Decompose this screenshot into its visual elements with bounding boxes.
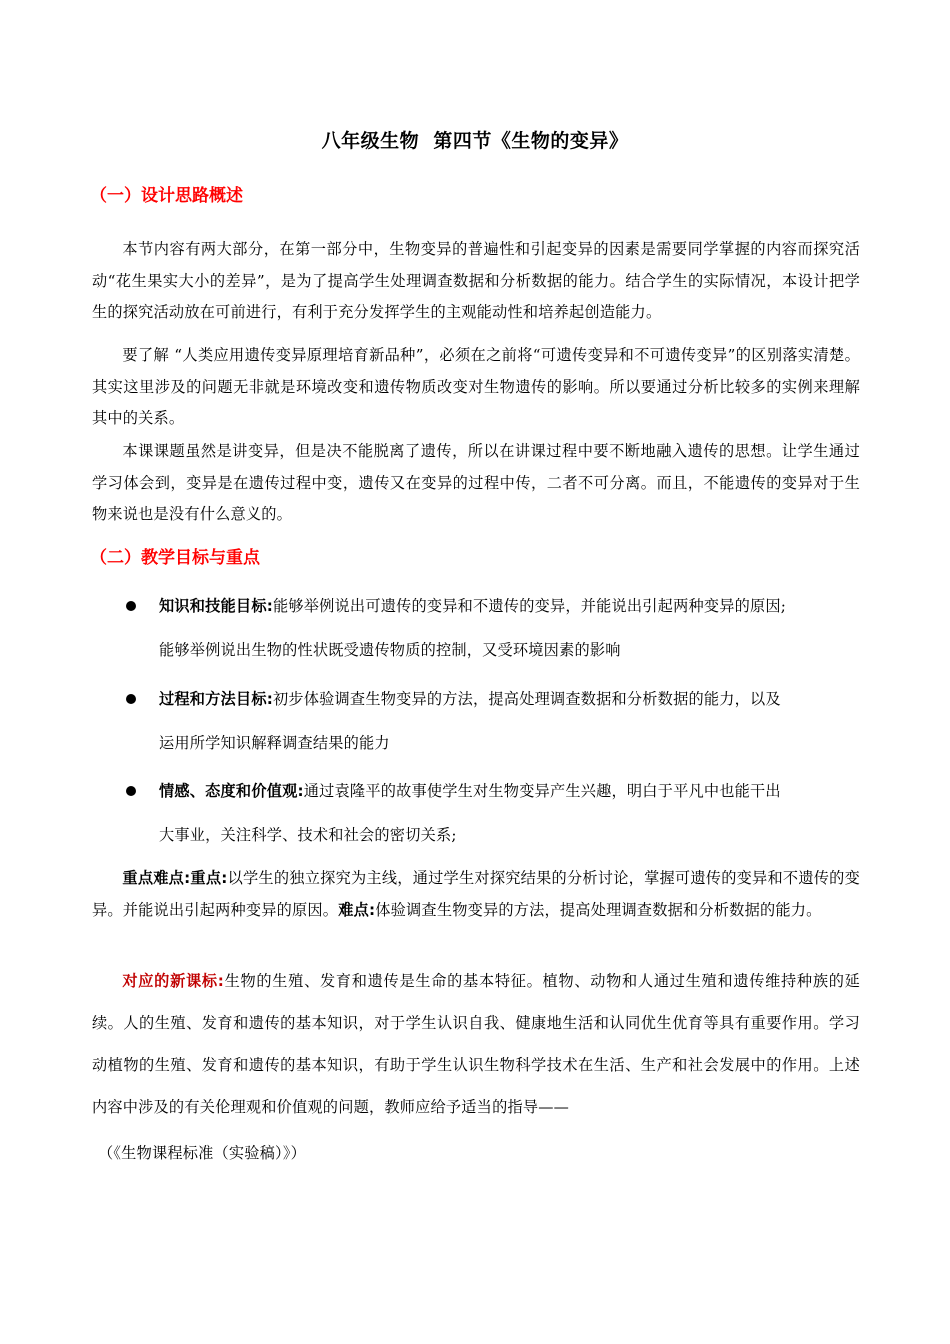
goal-emotion-label: 情感、态度和价值观: [159,782,304,800]
goal-knowledge-label: 知识和技能目标: [159,597,273,615]
goal-knowledge-continuation: 能够举例说出生物的性状既受遗传物质的控制，又受环境因素的影响 [159,641,621,659]
goal-emotion [122,769,862,813]
section1-heading: （一）设计思路概述 [90,186,243,206]
goal-process [122,677,862,721]
bullet-dot-icon [126,601,136,611]
section1-paragraph-2: 要了解 “人类应用遗传变异原理培育新品种”，必须在之前将“可遗传变异和不可遗传变异”的区别落实清楚。其实这里涉及的问题无非就是环境改变和遗传物质改变对生物遗传的影响。所以要通过分析比较多的实例来理解其中的关系。 [92,346,860,427]
standard-paragraph [92,960,860,1128]
difficult-label: 难点: [338,900,376,919]
key-points-label: 重点难点: [122,869,191,887]
standard-label: 对应的新课标: [122,972,225,990]
goal-process-text: 初步体验调查生物变异的方法，提高处理调查数据和分析数据的能力，以及 [273,690,781,708]
bullet-dot-icon [126,786,136,796]
goal-process-continuation: 运用所学知识解释调查结果的能力 [159,734,390,752]
goal-knowledge-text: 能够举例说出可遗传的变异和不遗传的变异，并能说出引起两种变异的原因; [273,597,787,615]
document-title: 八年级生物 第四节《生物的变异》 [321,130,629,152]
standard-text: 生物的生殖、发育和遗传是生命的基本特征。植物、动物和人通过生殖和遗传维持种族的延续。人的生殖、发育和遗传的基本知识，对于学生认识自我、健康地生活和认同优生优育等具有重要作用。学习动植物的生殖、发育和遗传的基本知识，有助于学生认识生物科学技术在生活、生产和社会发展中的作用。上述内容中涉及的有关伦理观和价值观的问题，教师应给予适当的指导—— [92,972,860,1116]
key-points-paragraph [92,863,860,926]
section2-heading: （二）教学目标与重点 [90,548,260,568]
bullet-dot-icon [126,694,136,704]
goal-emotion-text: 通过袁隆平的故事使学生对生物变异产生兴趣，明白于平凡中也能干出 [303,782,781,800]
difficult-text: 体验调查生物变异的方法，提高处理调查数据和分析数据的能力。 [375,900,822,919]
section1-paragraph-1: 本节内容有两大部分，在第一部分中，生物变异的普遍性和引起变异的因素是需要同学掌握的内容而探究活动“花生果实大小的差异”，是为了提高学生处理调查数据和分析数据的能力。结合学生的实际情况，本设计把学生的探究活动放在可前进行，有利于充分发挥学生的主观能动性和培养起创造能力。 [92,240,860,321]
goal-process-label: 过程和方法目标: [159,690,273,708]
section1-paragraph-3: 本课课题虽然是讲变异，但是决不能脱离了遗传，所以在讲课过程中要不断地融入遗传的思想。让学生通过学习体会到，变异是在遗传过程中变，遗传又在变异的过程中传，二者不可分离。而且，不能遗传的变异对于生物来说也是没有什么意义的。 [92,442,860,523]
standard-source: （《生物课程标准（实验稿）》） [98,1144,307,1162]
goal-emotion-continuation: 大事业，关注科学、技术和社会的密切关系; [159,826,457,844]
key-text: 以学生的独立探究为主线，通过学生对探究结果的分析讨论，掌握可遗传的变异和不遗传的变异。并能说出引起两种变异的原因。 [92,869,860,919]
goal-knowledge [122,584,862,628]
key-label: 重点: [190,869,228,887]
